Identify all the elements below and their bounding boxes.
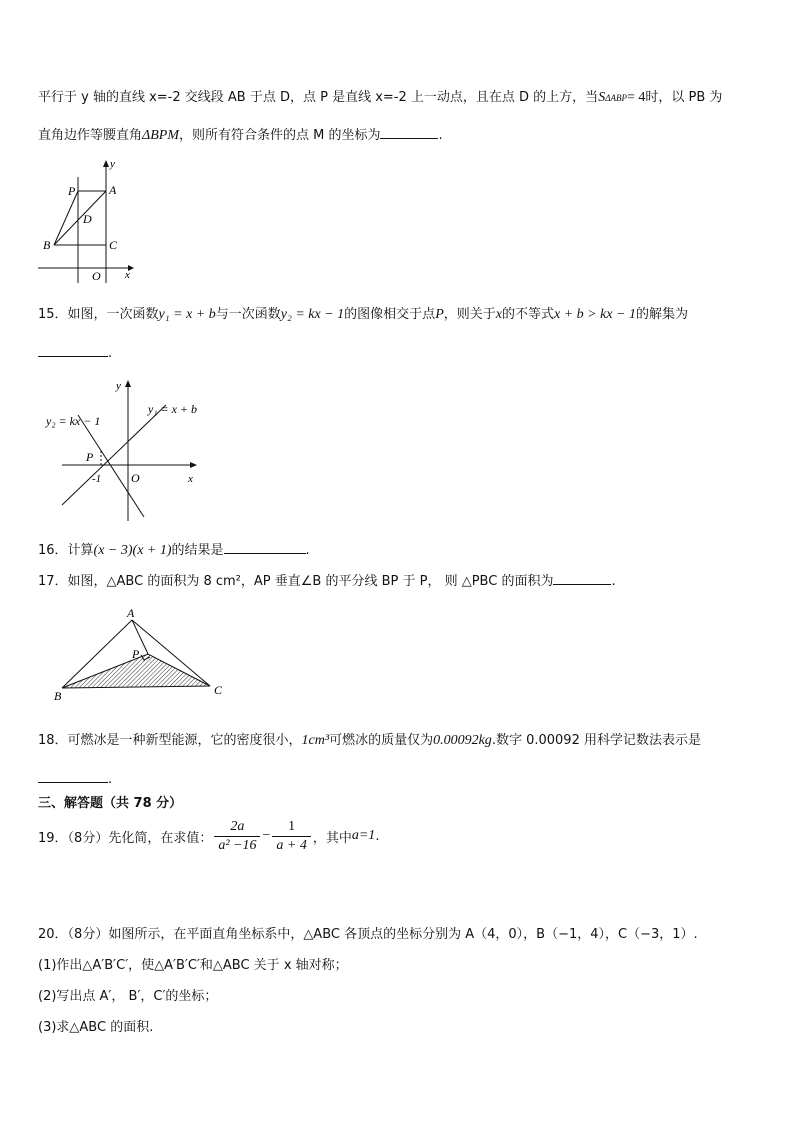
q14-text-b: 时，以 PB 为 [645, 90, 723, 105]
fig14-label-b: B [43, 238, 51, 252]
q18-unit: 1cm³ [301, 733, 330, 748]
fig14-label-a: A [109, 183, 117, 197]
q16-expression: (x − 3)(x + 1) [93, 543, 172, 558]
q14-text-d: ，则所有符合条件的点 M 的坐标为 [179, 128, 381, 143]
q20-part3: (3)求△ABC 的面积. [38, 1020, 154, 1035]
fig15-label-p: P [86, 450, 94, 464]
q15-function-2: y₂ = kx − 1 [280, 307, 345, 322]
q14-area-subscript: ΔABP [605, 93, 627, 103]
q15-text-b: 与一次函数 [215, 307, 281, 322]
q19-condition: a=1 [351, 828, 376, 843]
section-3-heading: 三、解答题（共 78 分） [38, 796, 183, 811]
q15-text-c: 的图像相交于点 [344, 307, 436, 322]
fig17-label-a: A [127, 606, 135, 620]
fig14-label-p: P [68, 184, 76, 198]
q14-line2 [38, 124, 443, 146]
fig17-label-b: B [54, 689, 62, 703]
q19-line [38, 814, 379, 858]
q14-area-value: = 4 [626, 90, 646, 105]
figure-17 [48, 604, 238, 704]
q18-line1 [38, 731, 701, 751]
figure-15 [40, 375, 210, 525]
q17-line [38, 570, 616, 592]
q14-area-symbol: S [598, 90, 606, 105]
q14-text-c: 直角边作等腰直角 [38, 128, 143, 143]
q19-fraction-2 [272, 818, 310, 855]
q17-period: . [611, 574, 616, 589]
fig14-label-c: C [109, 238, 118, 252]
q15-var-x: x [495, 307, 502, 322]
q17-answer-blank[interactable] [553, 570, 611, 585]
q14-text-a: 平行于 y 轴的直线 x=-2 交线段 AB 于点 D，点 P 是直线 x=-2 上一动点，且在点 D 的上方，当 [38, 90, 599, 105]
figure-14 [30, 155, 140, 285]
fig15-label-minus1: -1 [92, 473, 102, 485]
q15-inequality: x + b > kx − 1 [554, 307, 636, 322]
q18-period: . [108, 772, 113, 787]
q19-text-b: ，其中 [312, 830, 352, 846]
fig15-y-arrow [125, 380, 131, 387]
q14-answer-blank[interactable] [380, 124, 438, 139]
q15-text-e: 的不等式 [501, 307, 554, 322]
q19-denominator-2: a + 4 [276, 837, 307, 853]
fig14-label-x: x [125, 269, 130, 281]
fig15-label-o: O [131, 471, 140, 485]
fig15-x-arrow [190, 462, 197, 468]
q15-point-p: P [435, 307, 444, 322]
q15-text-f: 的解集为 [635, 307, 688, 322]
q19-text-a: 19．（8分）先化简，在求值： [38, 830, 213, 846]
fig15-label-y2: y₂ = kx − 1 [46, 414, 101, 428]
q19-numerator-1: 2a [214, 818, 260, 837]
q19-fraction-1 [214, 818, 260, 855]
q15-period: . [108, 346, 113, 361]
fig15-label-y: y [116, 380, 121, 392]
q18-line2 [38, 768, 112, 790]
q20-part2: (2)写出点 A′， B′，C′的坐标； [38, 989, 218, 1004]
q16-text-b: 的结果是 [171, 543, 224, 558]
fig14-y-arrow [103, 160, 109, 167]
q14-period: . [438, 128, 443, 143]
q16-text-a: 16．计算 [38, 543, 94, 558]
fig14-label-y: y [110, 158, 115, 170]
q17-text: 17．如图，△ABC 的面积为 8 cm²，AP 垂直∠B 的平分线 BP 于 P， 则 △PBC 的面积为 [38, 574, 554, 589]
q18-text-b: 可燃冰的质量仅为 [329, 733, 434, 748]
fig14-segment-ab [54, 191, 106, 245]
fig15-label-x: x [188, 473, 193, 485]
q18-answer-blank[interactable] [38, 768, 108, 783]
q19-numerator-2: 1 [272, 818, 310, 837]
fig15-line-y2 [78, 415, 144, 517]
q15-text-d: ，则关于 [443, 307, 496, 322]
q15-answer-blank[interactable] [38, 342, 108, 357]
fig14-segment-pb [54, 191, 78, 245]
q15-function-1: y₁ = x + b [158, 307, 216, 322]
fig17-label-p: P [132, 647, 140, 661]
fig17-label-c: C [214, 683, 223, 697]
fig14-label-o: O [92, 269, 101, 283]
q18-text-c: .数字 0.00092 用科学记数法表示是 [491, 733, 701, 748]
q15-text-a: 15．如图，一次函数 [38, 307, 159, 322]
fig14-label-d: D [83, 212, 92, 226]
q16-line [38, 539, 310, 561]
q19-denominator-1: a² −16 [218, 837, 257, 853]
q19-minus: − [262, 828, 271, 843]
q19-period: . [375, 828, 380, 844]
q18-text-a: 18．可燃冰是一种新型能源，它的密度很小， [38, 733, 302, 748]
q16-period: . [305, 543, 310, 558]
fig15-label-y1: y₁ = x + b [148, 402, 198, 416]
q20-line1: 20．（8分）如图所示，在平面直角坐标系中，△ABC 各顶点的坐标分别为 A（4，0），B（−1，4），C（−3，1）. [38, 927, 698, 942]
q14-triangle: ΔBPM [142, 128, 179, 143]
q20-part1: (1)作出△A′B′C′，使△A′B′C′和△ABC 关于 x 轴对称； [38, 958, 348, 973]
q16-answer-blank[interactable] [224, 539, 306, 554]
q14-line1 [38, 88, 722, 108]
q15-line2 [38, 342, 112, 364]
q15-line1 [38, 305, 688, 325]
q18-mass: 0.00092kg [433, 733, 492, 748]
